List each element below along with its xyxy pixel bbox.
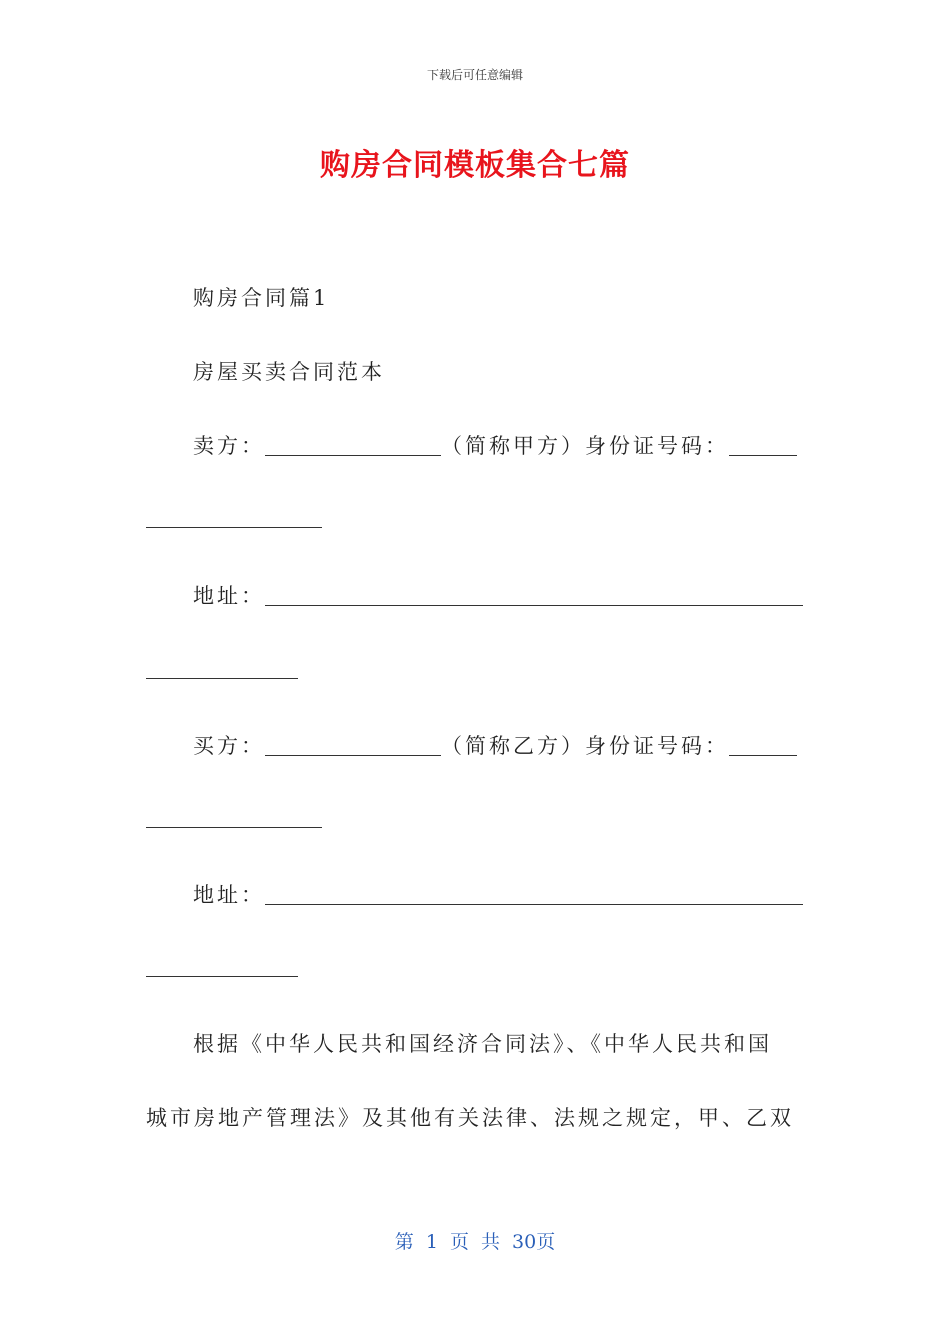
- seller-address-blank: [265, 587, 803, 606]
- seller-id-blank: [729, 437, 797, 456]
- buyer-name-blank: [265, 737, 441, 756]
- buyer-address-line: [193, 879, 803, 909]
- body-paragraph-line-2: 城市房地产管理法》及其他有关法律、法规之规定，甲、乙双: [146, 1106, 794, 1130]
- buyer-address-blank-continued: [146, 976, 298, 977]
- buyer-address-blank: [265, 886, 803, 905]
- seller-line: [193, 430, 797, 460]
- buyer-id-blank-continued: [146, 827, 322, 828]
- buyer-id-blank: [729, 737, 797, 756]
- seller-name-blank: [265, 437, 441, 456]
- seller-abbr-label: （简称甲方）身份证号码：: [441, 434, 729, 458]
- buyer-abbr-label: （简称乙方）身份证号码：: [441, 734, 729, 758]
- seller-address-blank-continued: [146, 678, 298, 679]
- section-heading: 购房合同篇1: [193, 286, 330, 310]
- seller-label: 卖方：: [193, 434, 265, 458]
- buyer-line: [193, 730, 797, 760]
- buyer-label: 买方：: [193, 734, 265, 758]
- seller-id-blank-continued: [146, 527, 322, 528]
- seller-address-line: [193, 580, 803, 610]
- seller-address-label: 地址：: [193, 584, 265, 608]
- body-paragraph-line-1: 根据《中华人民共和国经济合同法》、《中华人民共和国: [193, 1032, 772, 1056]
- header-note: 下载后可任意编辑: [426, 68, 523, 82]
- contract-name: 房屋买卖合同范本: [193, 360, 385, 384]
- buyer-address-label: 地址：: [193, 883, 265, 907]
- page-footer: 第 1 页 共 30页: [394, 1231, 556, 1253]
- document-title: 购房合同模板集合七篇: [320, 148, 630, 183]
